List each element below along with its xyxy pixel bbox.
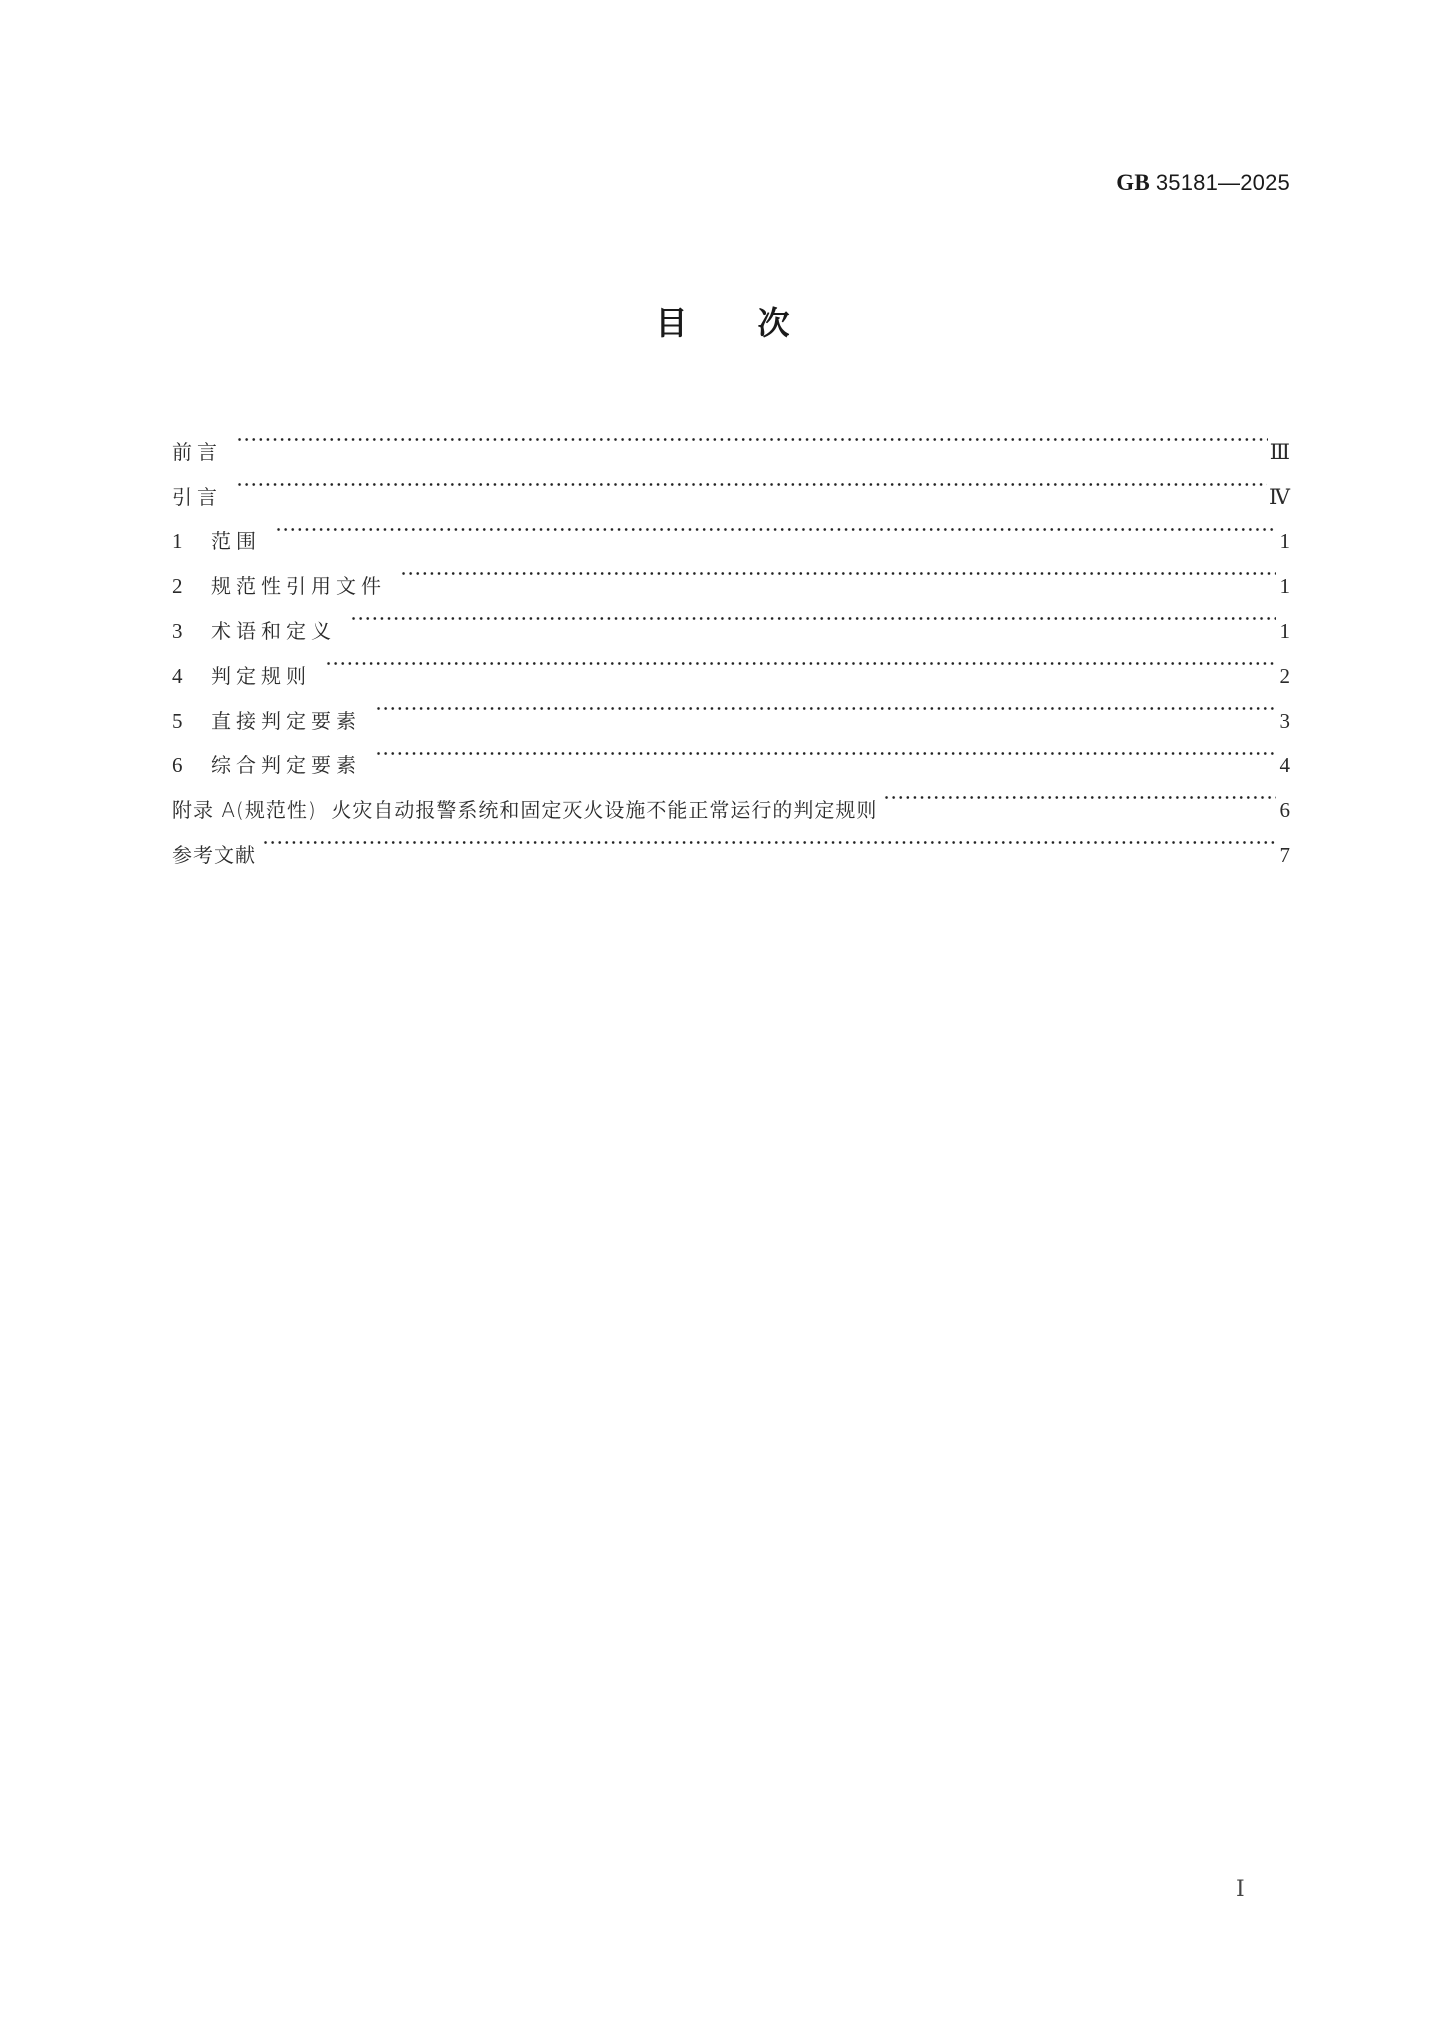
toc-entry-number: 2: [172, 574, 183, 599]
toc-entry-page: 7: [1279, 842, 1290, 867]
toc-entry-label: 参考文献: [172, 842, 256, 867]
toc-entry-label: 直接判定要素: [211, 708, 361, 733]
toc-entry-label: 前言: [172, 439, 222, 464]
dot-leader: [350, 593, 1276, 638]
toc-entry-page: 4: [1279, 753, 1290, 778]
toc-entry-scope[interactable]: [172, 504, 1290, 554]
toc-entry-label: 规范性引用文件: [211, 574, 386, 599]
standard-number-header: [1116, 170, 1290, 196]
toc-entry-judgment-rules[interactable]: [172, 638, 1290, 688]
dot-leader: [375, 683, 1276, 728]
toc-entry-label: 范围: [211, 529, 261, 554]
toc-entry-page: 2: [1279, 663, 1290, 688]
toc-entry-label: 综合判定要素: [211, 753, 361, 778]
dot-leader: [236, 414, 1268, 459]
toc-entry-page: 1: [1279, 529, 1290, 554]
toc-entry-page: 6: [1279, 798, 1290, 823]
toc-entry-number: 6: [172, 753, 183, 778]
dot-leader: [325, 638, 1276, 683]
standard-number: 35181—2025: [1155, 170, 1290, 195]
toc-entry-label: 引言: [172, 484, 222, 509]
toc-entry-label: 附录 A(规范性) 火灾自动报警系统和固定灭火设施不能正常运行的判定规则: [172, 798, 878, 823]
table-of-contents: [172, 414, 1290, 867]
toc-entry-direct-elements[interactable]: [172, 683, 1290, 733]
toc-title-char-2: 次: [757, 304, 790, 342]
dot-leader: [400, 548, 1276, 593]
dot-leader: [236, 459, 1267, 504]
toc-entry-page: Ⅳ: [1269, 484, 1290, 509]
toc-entry-label: 判定规则: [211, 663, 311, 688]
toc-entry-label: 术语和定义: [211, 618, 336, 643]
toc-entry-normative-references[interactable]: [172, 548, 1290, 599]
toc-entry-page: Ⅲ: [1269, 439, 1290, 464]
dot-leader: [275, 504, 1276, 549]
toc-entry-bibliography[interactable]: [172, 817, 1290, 867]
toc-entry-number: 5: [172, 708, 183, 733]
toc-entry-number: 3: [172, 618, 183, 643]
dot-leader: [883, 772, 1276, 817]
dot-leader: [262, 817, 1276, 862]
page-number: Ⅰ: [1236, 1876, 1245, 1901]
toc-entry-number: 4: [172, 663, 183, 688]
standard-prefix: GB: [1116, 170, 1150, 195]
toc-entry-page: 1: [1279, 574, 1290, 599]
toc-title: [0, 298, 1445, 344]
toc-entry-number: 1: [172, 529, 183, 554]
dot-leader: [375, 728, 1276, 773]
toc-entry-page: 3: [1279, 708, 1290, 733]
toc-entry-introduction[interactable]: [172, 459, 1290, 509]
toc-title-char-1: 目: [655, 304, 688, 342]
toc-entry-foreword[interactable]: [172, 414, 1290, 464]
toc-entry-page: 1: [1279, 618, 1290, 643]
